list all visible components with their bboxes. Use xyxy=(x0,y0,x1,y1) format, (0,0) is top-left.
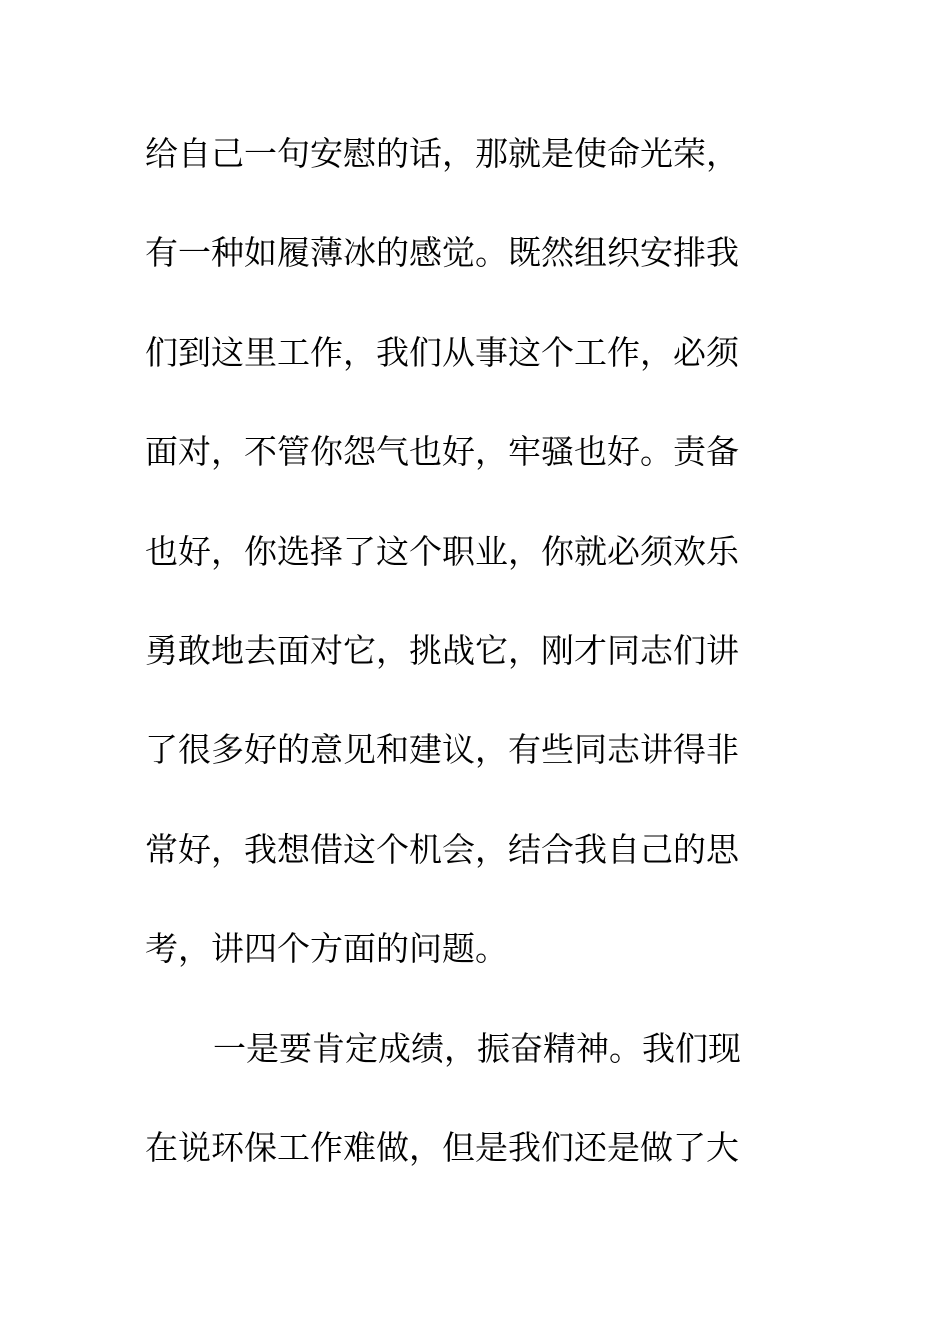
text-line: 也好，你选择了这个职业，你就必须欢乐 xyxy=(145,532,739,571)
text-line: 勇敢地去面对它，挑战它，刚才同志们讲 xyxy=(145,631,739,670)
paragraph-first-line: 一是要肯定成绩，振奋精神。我们现 xyxy=(213,1029,741,1068)
text-line: 们到这里工作，我们从事这个工作，必须 xyxy=(145,333,739,372)
text-line: 常好，我想借这个机会，结合我自己的思 xyxy=(145,830,739,869)
text-line: 在说环保工作难做，但是我们还是做了大 xyxy=(145,1128,739,1167)
text-line: 有一种如履薄冰的感觉。既然组织安排我 xyxy=(145,233,739,272)
text-line: 面对，不管你怨气也好，牢骚也好。责备 xyxy=(145,432,739,471)
text-line: 了很多好的意见和建议，有些同志讲得非 xyxy=(145,730,739,769)
text-line: 考，讲四个方面的问题。 xyxy=(145,929,508,968)
text-line: 给自己一句安慰的话，那就是使命光荣， xyxy=(145,134,739,173)
